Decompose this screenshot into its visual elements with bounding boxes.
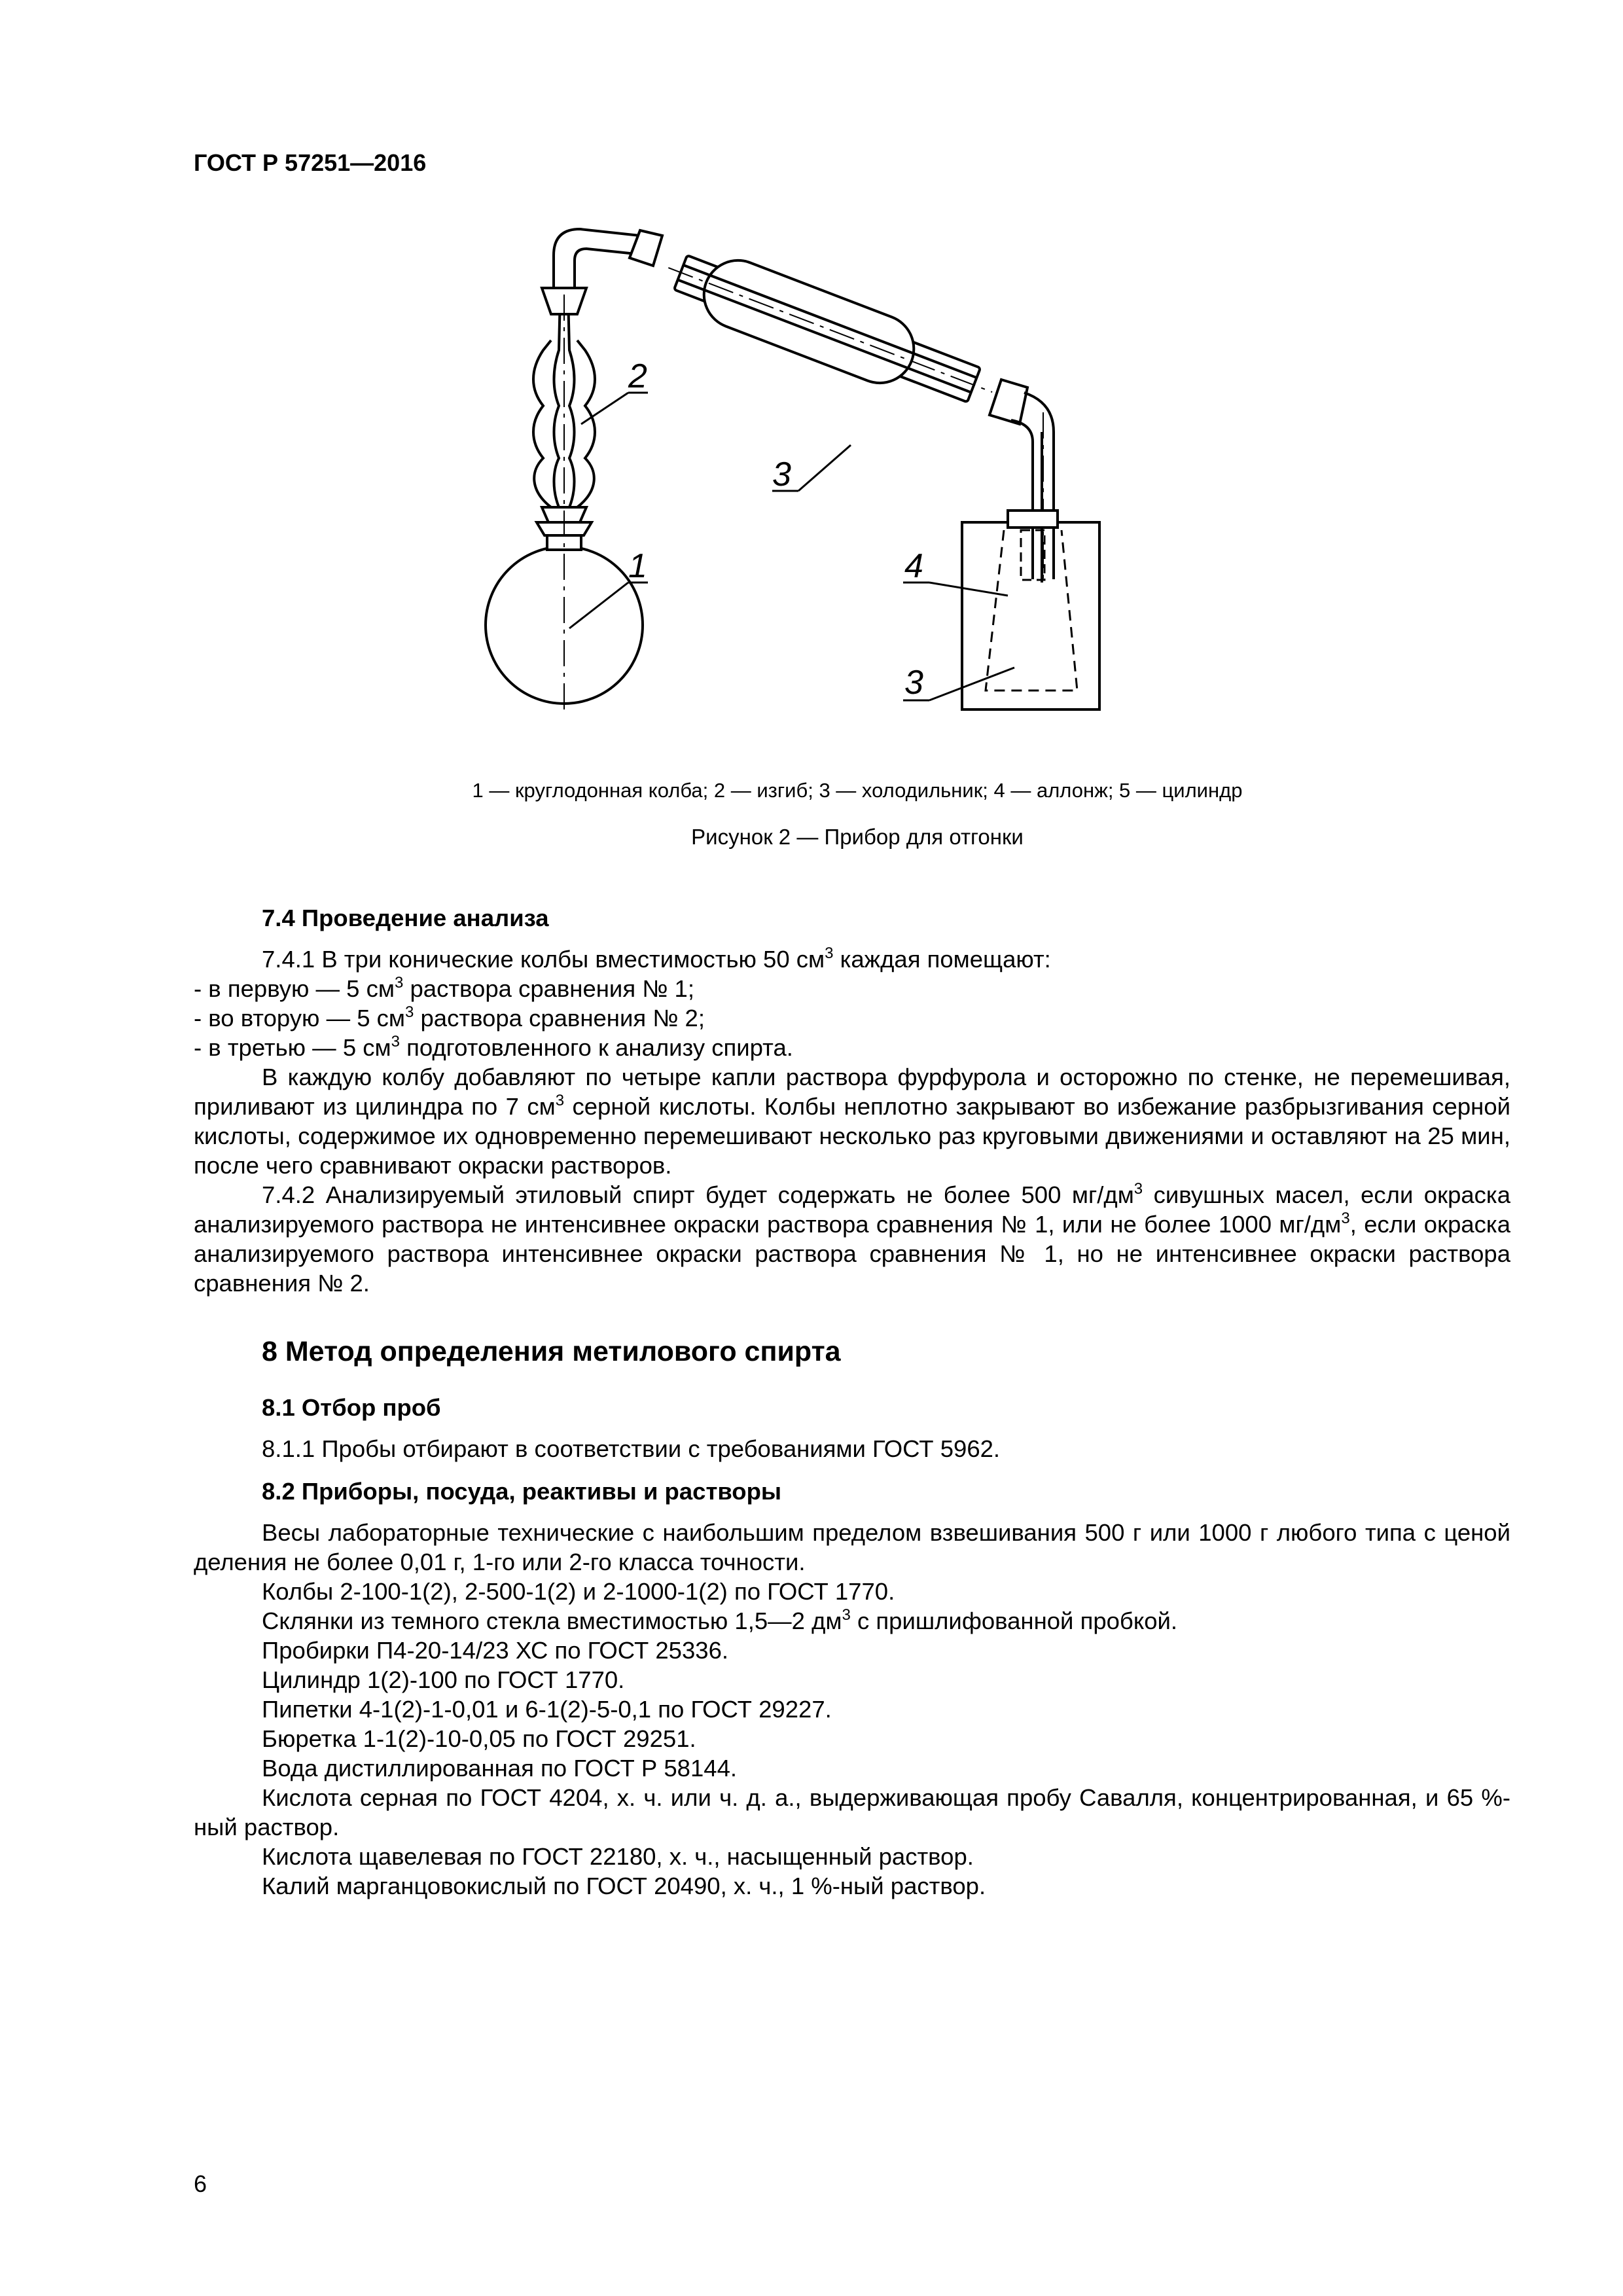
para-furfural: В каждую колбу добавляют по четыре капли раствора фурфурола и осторожно по стенке, не перемешивая, приливают из цилиндра по 7 $см^3$ серной кислоты. Колбы неплотно закрывают во избежание разбрызгивания серной кислоты, содержимое их одновременно перемешивают несколько раз круговыми движениями и оставляют на 25 мин, после чего сравнивают окраски растворов. xyxy=(194,1064,1511,1179)
list-item: Пробирки П4-20-14/23 ХС по ГОСТ 25336. xyxy=(262,1637,729,1664)
list-item: Бюретка 1-1(2)-10-0,05 по ГОСТ 29251. xyxy=(262,1725,696,1752)
para-8-1-1: 8.1.1 Пробы отбирают в соответствии с требованиями ГОСТ 5962. xyxy=(262,1435,1001,1462)
list-item: Пипетки 4-1(2)-1-0,01 и 6-1(2)-5-0,1 по ГОСТ 29227. xyxy=(262,1696,832,1723)
list-item: Склянки из темного стекла вместимостью 1,5—2 $дм^3$ с пришлифованной пробкой. xyxy=(262,1606,1178,1634)
cylinder xyxy=(962,522,1099,709)
list-item: Вода дистиллированная по ГОСТ Р 58144. xyxy=(262,1755,738,1782)
allonge-tube xyxy=(1011,393,1054,583)
main-text xyxy=(194,903,1510,1901)
figure-legend: 1 — круглодонная колба; 2 — изгиб; 3 — холодильник; 4 — аллонж; 5 — цилиндр xyxy=(472,779,1243,802)
list-item: Колбы 2-100-1(2), 2-500-1(2) и 2-1000-1(2) по ГОСТ 1770. xyxy=(262,1578,895,1605)
list-item: - в первую — 5 $см^3$ раствора сравнения № 1; xyxy=(194,974,694,1002)
figure-title: Рисунок 2 — Прибор для отгонки xyxy=(691,825,1024,849)
document-header: ГОСТ Р 57251—2016 xyxy=(194,149,427,176)
list-item: Кислота серная по ГОСТ 4204, х. ч. или ч. д. а., выдерживающая пробу Савалля, концентрированная, и 65 %-ный раствор. xyxy=(194,1784,1510,1840)
condenser xyxy=(656,236,1005,424)
list-item: - во вторую — 5 $см^3$ раствора сравнения № 2; xyxy=(194,1003,705,1031)
heading-8-1: 8.1 Отбор проб xyxy=(262,1394,441,1421)
list-item: Цилиндр 1(2)-100 по ГОСТ 1770. xyxy=(262,1666,625,1693)
label-1: 1 xyxy=(628,547,647,585)
page-number: 6 xyxy=(194,2170,207,2197)
list-item: Кислота щавелевая по ГОСТ 22180, х. ч., насыщенный раствор. xyxy=(262,1843,974,1870)
label-3-condenser: 3 xyxy=(772,456,791,493)
distillation-apparatus-figure xyxy=(432,216,1283,779)
heading-8-2: 8.2 Приборы, посуда, реактивы и растворы xyxy=(262,1478,782,1505)
list-item: - в третью — 5 $см^3$ подготовленного к анализу спирта. xyxy=(194,1033,793,1061)
heading-8: 8 Метод определения метилового спирта xyxy=(262,1336,841,1367)
list-item: Весы лабораторные технические с наибольшим пределом взвешивания 500 г или 1000 г любого типа с ценой деления не более 0,01 г, 1-го или 2-го класса точности. xyxy=(194,1519,1510,1575)
heading-7-4: 7.4 Проведение анализа xyxy=(262,905,549,931)
label-4: 4 xyxy=(904,547,923,585)
para-7-4-2: 7.4.2 Анализируемый этиловый спирт будет содержать не более 500 $мг/дм^3$ сивушных масел, если окраска анализируемого раствора не интенсивнее окраски раствора сравнения № 1, или не более 1000 $мг/дм^3$, если окраска анализируемого раствора интенсивнее окраски раствора сравнения № 1, но не интенсивнее окраски раствора сравнения № 2. xyxy=(194,1180,1510,1297)
para-7-4-1: 7.4.1 В три конические колбы вместимостью 50 $см^3$ каждая помещают: xyxy=(262,944,1051,973)
list-item: Калий марганцовокислый по ГОСТ 20490, х. ч., 1 %-ный раствор. xyxy=(262,1873,986,1899)
label-2: 2 xyxy=(628,357,647,395)
label-3-cylinder: 3 xyxy=(904,664,923,702)
